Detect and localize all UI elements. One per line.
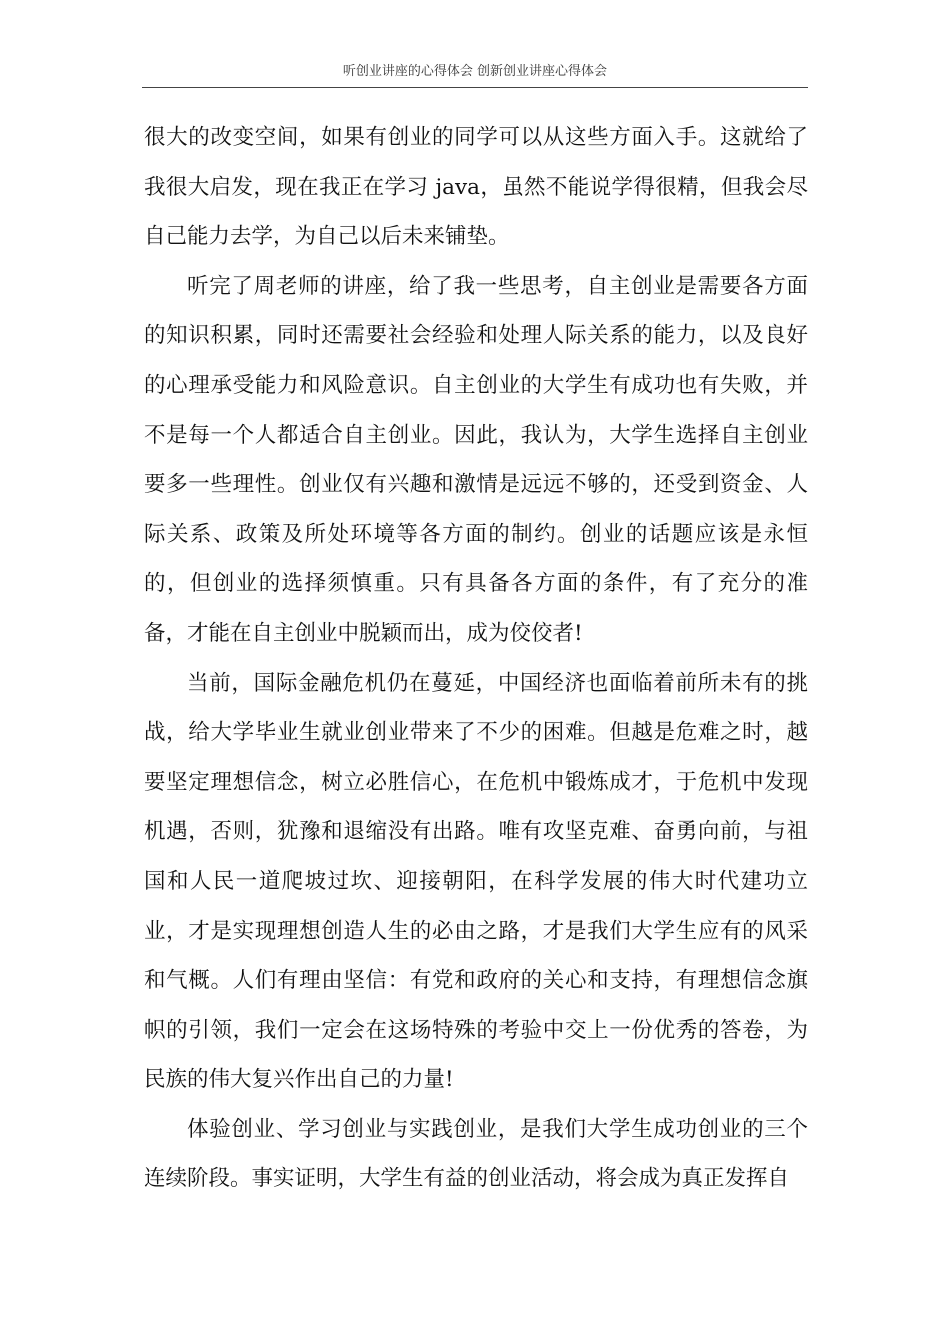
paragraph: 体验创业、学习创业与实践创业，是我们大学生成功创业的三个连续阶段。事实证明，大学生有益的创业活动，将会成为真正发挥自 [144,1116,808,1192]
paragraph-continuation: 很大的改变空间，如果有创业的同学可以从这些方面入手。这就给了我很大启发，现在我正在学习 java，虽然不能说学得很精，但我会尽自己能力去学，为自己以后未来铺垫。 [144,125,808,250]
document-body [144,113,808,1204]
paragraph: 当前，国际金融危机仍在蔓延，中国经济也面临着前所未有的挑战，给大学毕业生就业创业带来了不少的困难。但越是危难之时，越要坚定理想信念，树立必胜信心，在危机中锻炼成才，于危机中发现机遇，否则，犹豫和退缩没有出路。唯有攻坚克难、奋勇向前，与祖国和人民一道爬坡过坎、迎接朝阳，在科学发展的伟大时代建功立业，才是实现理想创造人生的必由之路，才是我们大学生应有的风采和气概。人们有理由坚信：有党和政府的关心和支持，有理想信念旗帜的引领，我们一定会在这场特殊的考验中交上一份优秀的答卷，为民族的伟大复兴作出自己的力量! [144,670,808,1093]
paragraph: 听完了周老师的讲座，给了我一些思考，自主创业是需要各方面的知识积累，同时还需要社会经验和处理人际关系的能力，以及良好的心理承受能力和风险意识。自主创业的大学生有成功也有失败，并不是每一个人都适合自主创业。因此，我认为，大学生选择自主创业要多一些理性。创业仅有兴趣和激情是远远不够的，还受到资金、人际关系、政策及所处环境等各方面的制约。创业的话题应该是永恒的，但创业的选择须慎重。只有具备各方面的条件，有了充分的准备，才能在自主创业中脱颖而出，成为佼佼者! [144,273,808,646]
page-header: 听创业讲座的心得体会 创新创业讲座心得体会 [342,64,608,79]
header-divider [142,87,808,88]
